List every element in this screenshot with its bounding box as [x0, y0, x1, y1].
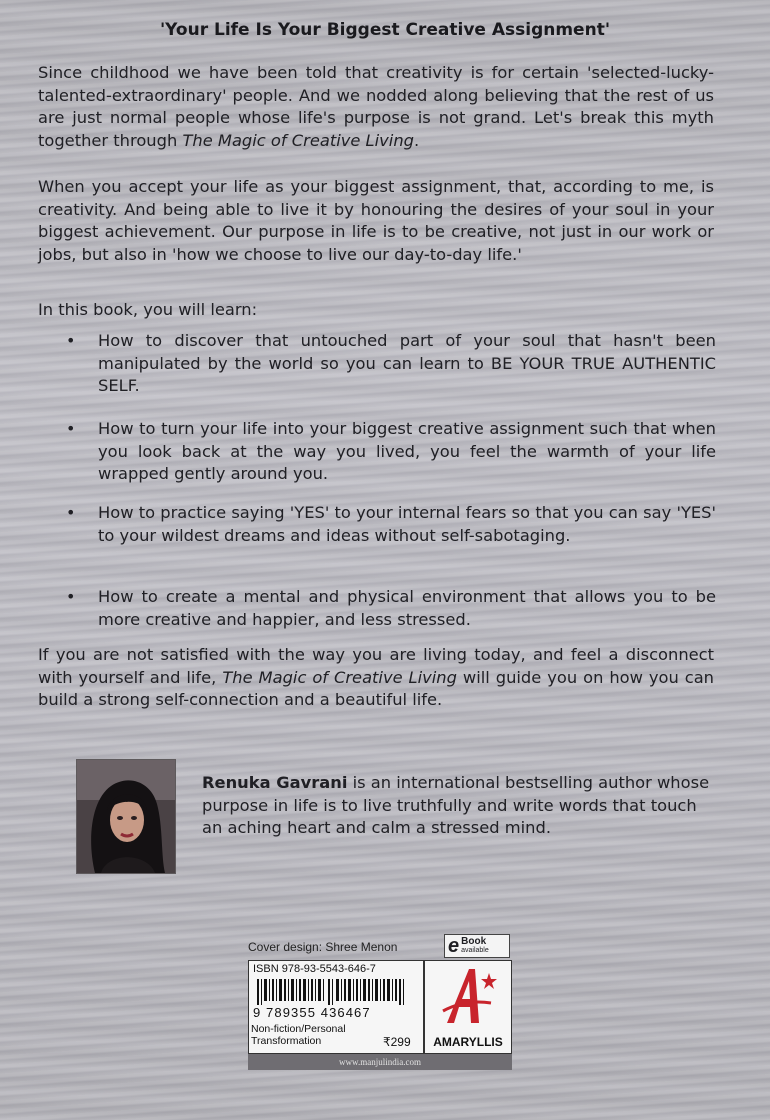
isbn-number: ISBN 978-93-5543-646-7	[253, 963, 376, 975]
intro-paragraph-2: When you accept your life as your biggest assignment, that, according to me, is creativity. And being able to live it by honouring the desires of your soul in your biggest achievement. Our purpose in life is to be creative, not just in our work or jobs, but also in 'how we choose to live our day-to-day life.'	[38, 177, 714, 264]
closing-paragraph: If you are not satisfied with the way you are living today, and feel a disconnect with yourself and life, The Magic of Creative Living will guide you on how you can build a strong self-connection and a beautiful life.	[38, 645, 714, 709]
list-item	[66, 502, 716, 547]
list-item	[66, 330, 716, 398]
list-item-text: How to turn your life into your biggest creative assignment such that when you look back at the way you lived, you feel the warmth of your life wrapped gently around you.	[98, 419, 716, 483]
list-item-text: How to create a mental and physical environment that allows you to be more creative and happier, and less stressed.	[98, 587, 716, 629]
barcode-panel	[248, 960, 424, 1054]
list-item-text: How to discover that untouched part of your soul that hasn't been manipulated by the world so you can learn to BE YOUR TRUE AUTHENTIC SELF.	[98, 331, 716, 395]
bullet-icon: •	[66, 331, 76, 350]
barcode-digits: 9 789355 436467	[253, 1005, 371, 1020]
back-cover-title: 'Your Life Is Your Biggest Creative Assignment'	[159, 20, 611, 40]
book-title-italic: The Magic of Creative Living	[222, 667, 457, 687]
author-bio: Renuka Gavrani is an international bestselling author whose purpose in life is to live truthfully and write words that touch an aching heart and calm a stressed mind.	[202, 773, 710, 837]
book-title-italic: The Magic of Creative Living	[182, 130, 414, 150]
bullet-icon: •	[66, 419, 76, 438]
author-photo	[76, 759, 176, 874]
ebook-available-badge: e Book available	[444, 934, 510, 958]
intro-paragraph-3: In this book, you will learn:	[38, 300, 258, 319]
author-name: Renuka Gavrani	[202, 773, 348, 792]
publisher-logo	[424, 960, 512, 1054]
list-item	[66, 586, 716, 631]
bullet-icon: •	[66, 503, 76, 522]
cover-design-credit: Cover design: Shree Menon	[248, 940, 398, 954]
barcode-icon	[257, 979, 415, 1005]
publisher-block	[248, 934, 512, 1070]
bullet-icon: •	[66, 587, 76, 606]
book-category: Non-fiction/Personal Transformation	[251, 1023, 346, 1047]
publisher-name: AMARYLLIS	[433, 1035, 503, 1049]
intro-paragraph-1: Since childhood we have been told that creativity is for certain 'selected-lucky-talented-extraordinary' people. And we nodded along believing that the rest of us are just normal people whose life's purpose is not grand. Let's break this myth together through The Magic of Creative Living.	[38, 63, 714, 150]
book-price: ₹299	[383, 1035, 411, 1049]
amaryllis-logo-icon	[425, 961, 511, 1029]
publisher-website: www.manjulindia.com	[248, 1054, 512, 1070]
list-item	[66, 418, 716, 486]
list-item-text: How to practice saying 'YES' to your internal fears so that you can say 'YES' to your wildest dreams and ideas without self-sabotaging.	[98, 503, 716, 545]
